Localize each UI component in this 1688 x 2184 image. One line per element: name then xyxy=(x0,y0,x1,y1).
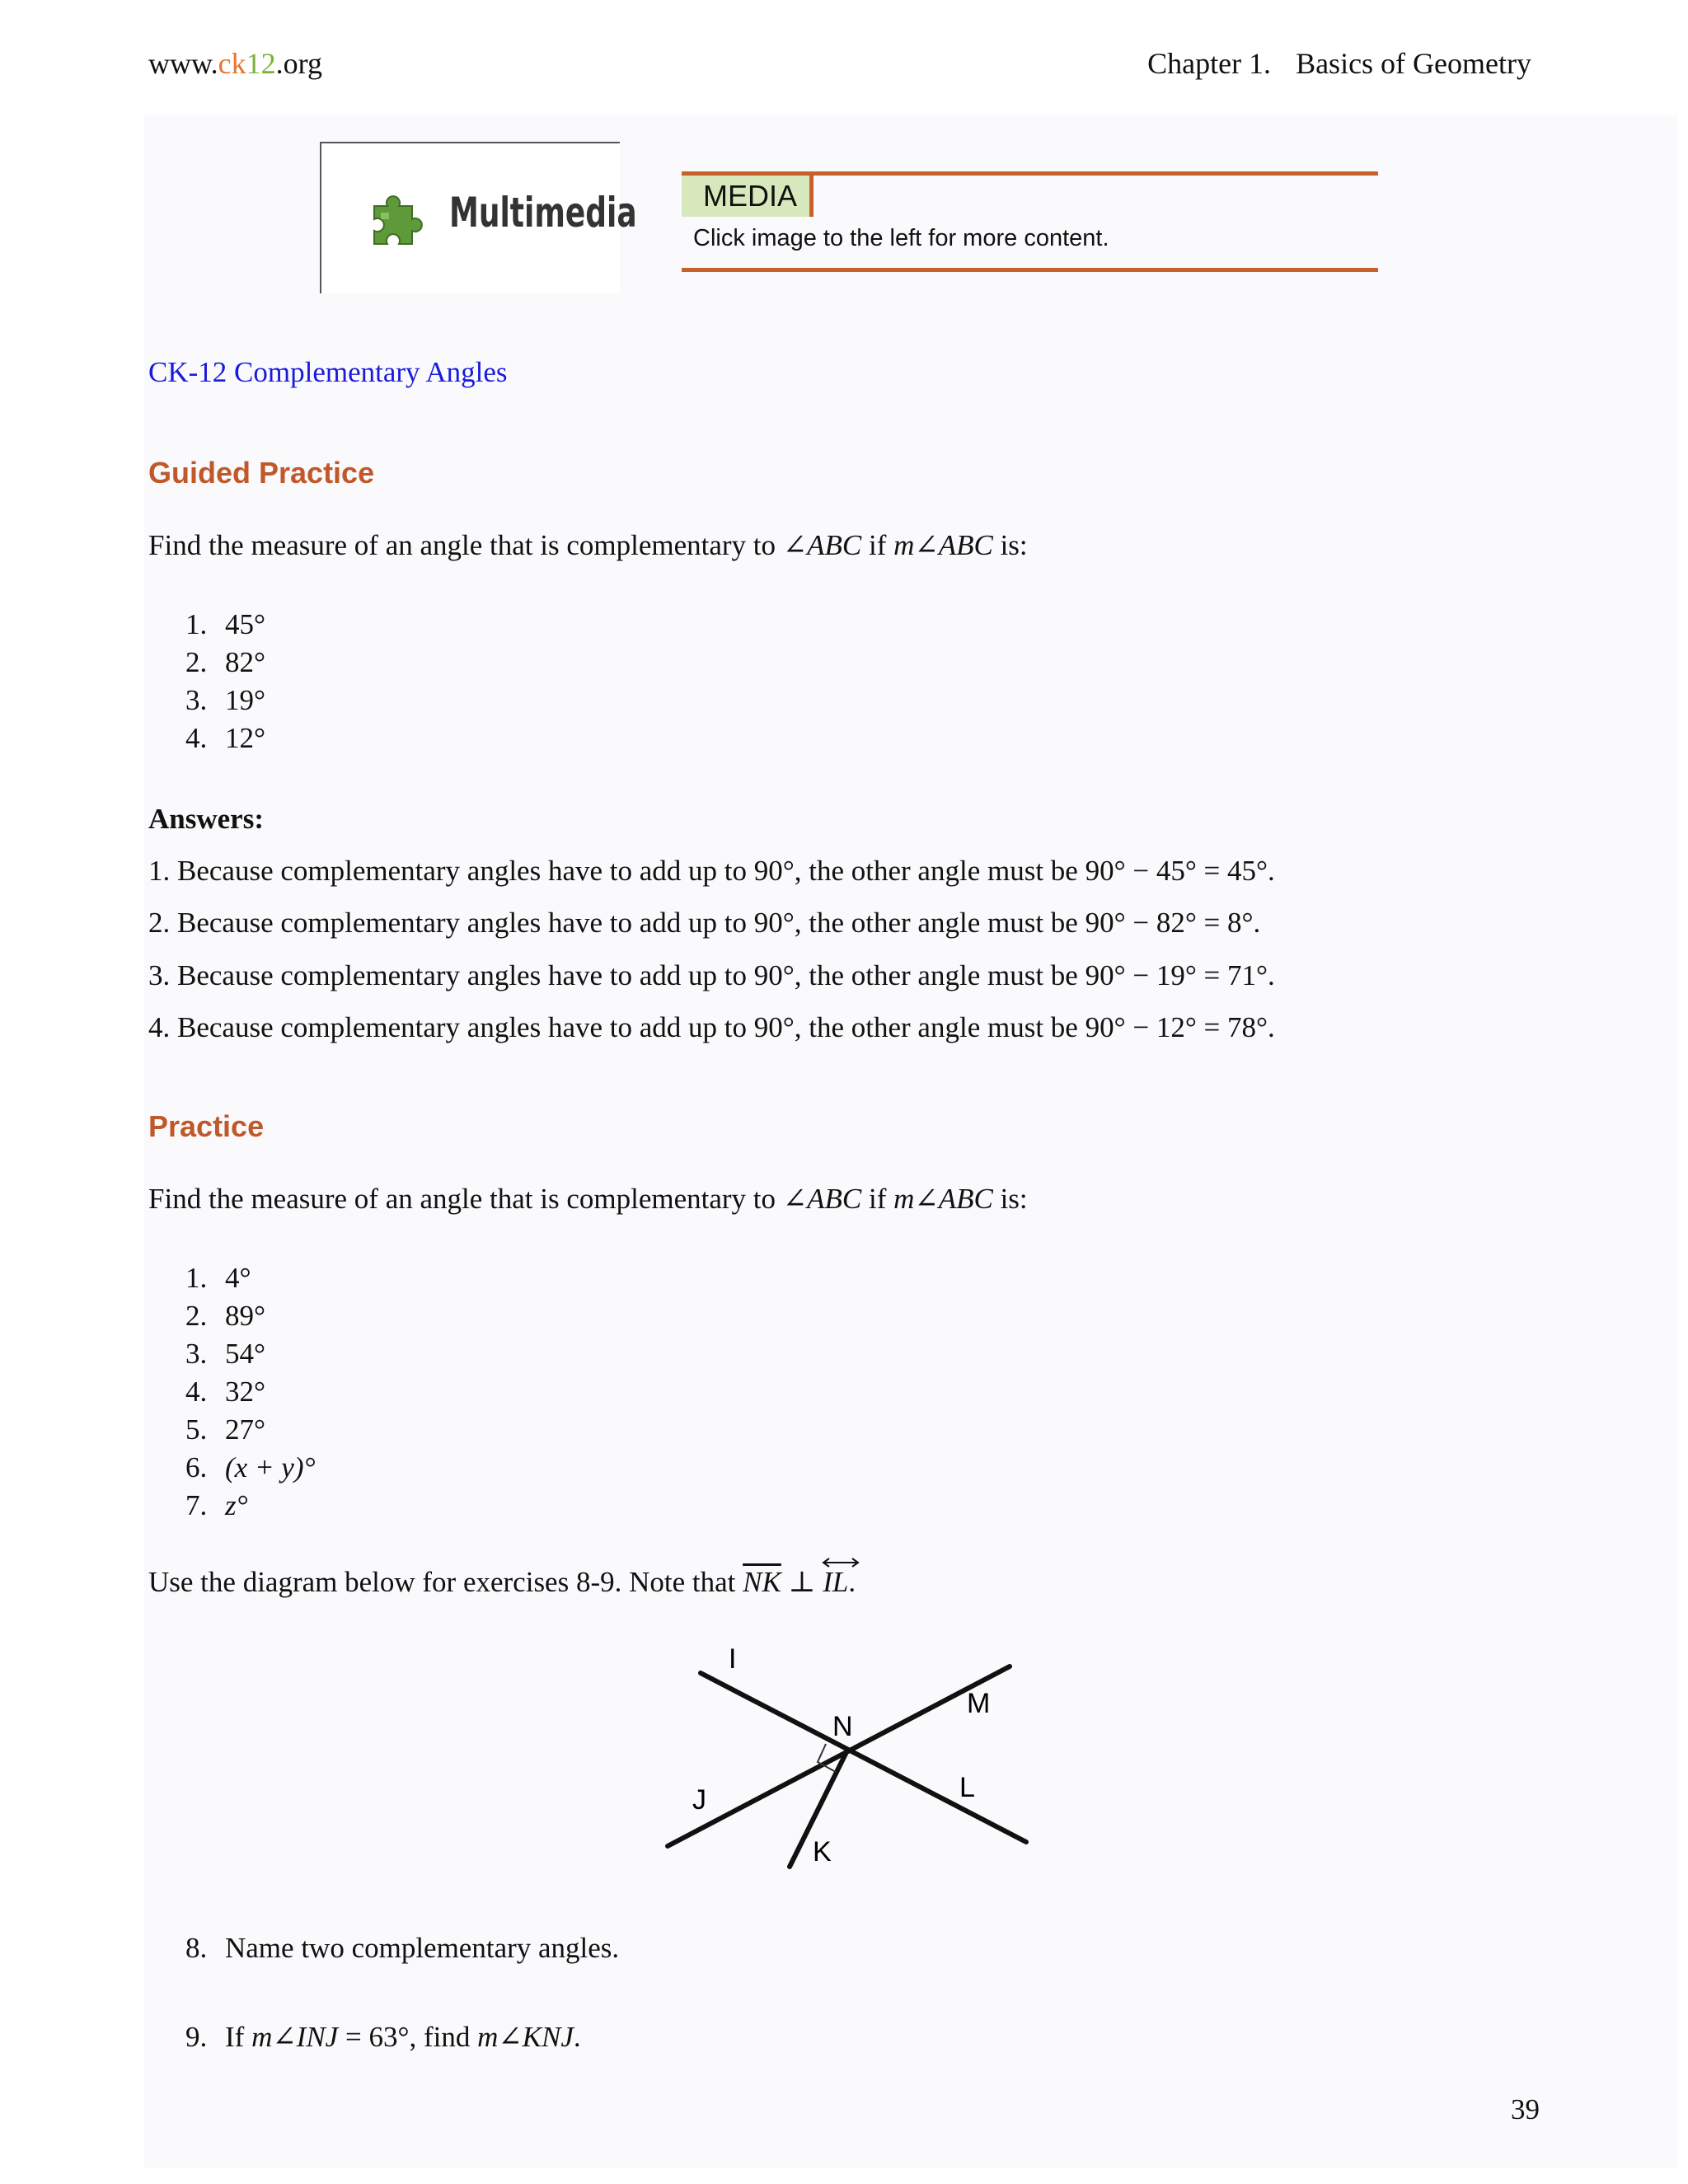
media-tag: MEDIA xyxy=(682,176,814,217)
practice-prompt: Find the measure of an angle that is complementary to ∠ABC if m∠ABC is: xyxy=(148,1183,1028,1215)
list-item: 2. 82° xyxy=(185,646,265,678)
answer-line: 4. Because complementary angles have to add up to 90°, the other angle must be 90° − 12° = 78°. xyxy=(148,1011,1275,1043)
label-m: M xyxy=(967,1688,991,1719)
multimedia-thumbnail[interactable] xyxy=(320,142,637,293)
question-9: 9. If m∠INJ = 63°, find m∠KNJ. xyxy=(185,2021,581,2053)
list-item: 5. 27° xyxy=(185,1413,265,1446)
list-item: 7. z° xyxy=(185,1489,248,1521)
list-item: 3. 19° xyxy=(185,684,265,716)
puzzle-icon xyxy=(363,191,429,257)
answer-line: 2. Because complementary angles have to add up to 90°, the other angle must be 90° − 82° = 8°. xyxy=(148,907,1261,939)
label-j: J xyxy=(692,1784,706,1816)
practice-title: Practice xyxy=(148,1109,265,1143)
diagram-note: Use the diagram below for exercises 8-9. Note that $\overline{NK}$ ⊥ IL. xyxy=(148,1566,856,1599)
angles-diagram xyxy=(651,1640,1039,1879)
list-item: 1. 45° xyxy=(185,608,265,640)
thumbnail-label: Multimedia xyxy=(449,189,637,237)
question-8: 8. Name two complementary angles. xyxy=(185,1932,620,1964)
answer-line: 1. Because complementary angles have to add up to 90°, the other angle must be 90° − 45° = 45°. xyxy=(148,855,1275,887)
page-number: 39 xyxy=(1511,2093,1540,2125)
list-item: 4. 32° xyxy=(185,1376,265,1408)
answers-label: Answers: xyxy=(148,803,264,835)
media-callout xyxy=(682,171,1378,272)
label-n: N xyxy=(832,1711,853,1742)
guided-prompt: Find the measure of an angle that is complementary to ∠ABC if m∠ABC is: xyxy=(148,529,1028,561)
label-i: I xyxy=(729,1643,737,1675)
list-item: 2. 89° xyxy=(185,1300,265,1332)
guided-practice-title: Guided Practice xyxy=(148,456,375,490)
site-url[interactable]: www.ck12.org xyxy=(148,47,322,80)
answer-line: 3. Because complementary angles have to add up to 90°, the other angle must be 90° − 19° = 71°. xyxy=(148,959,1275,991)
chapter-header: Chapter 1. Basics of Geometry xyxy=(1147,47,1531,80)
list-item: 1. 4° xyxy=(185,1262,251,1294)
line-arrow-icon xyxy=(821,1556,860,1569)
complementary-angles-link[interactable]: CK-12 Complementary Angles xyxy=(148,356,508,388)
label-l: L xyxy=(959,1772,975,1803)
list-item: 4. 12° xyxy=(185,722,265,754)
list-item: 3. 54° xyxy=(185,1338,265,1370)
list-item: 6. (x + y)° xyxy=(185,1451,316,1483)
media-note: Click image to the left for more content. xyxy=(693,225,1109,251)
line-jm xyxy=(668,1666,1010,1846)
label-k: K xyxy=(813,1836,832,1868)
